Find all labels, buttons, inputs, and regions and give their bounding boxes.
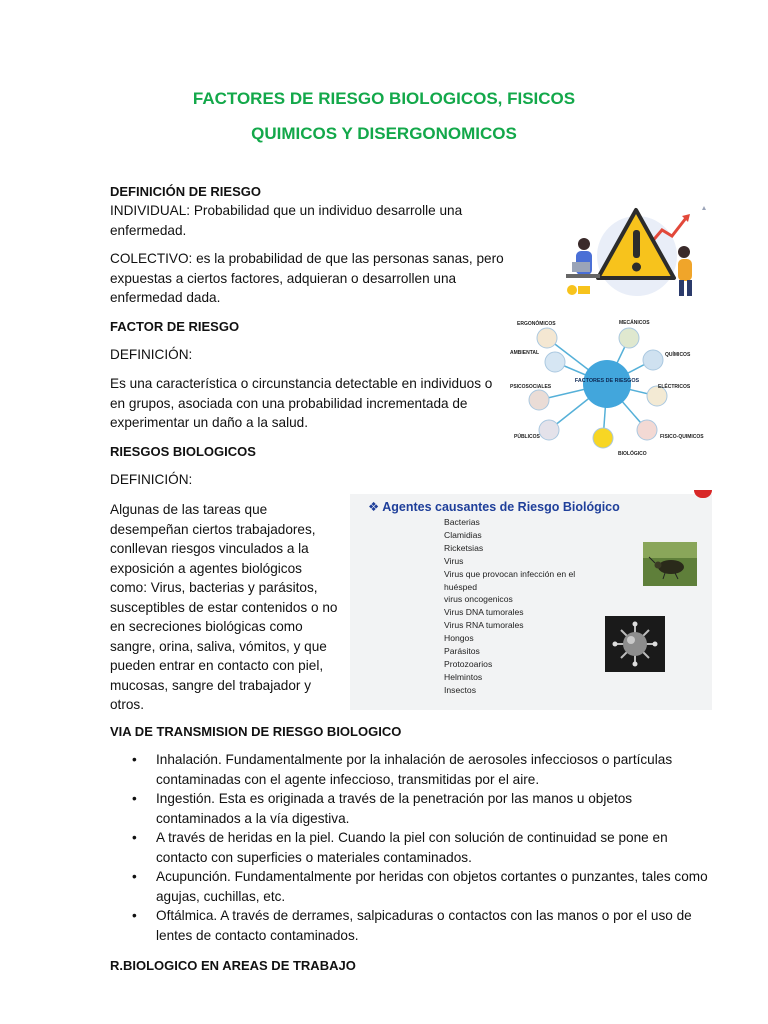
heading-factor-riesgo: FACTOR DE RIESGO: [110, 319, 240, 334]
bullet-icon: •: [132, 869, 137, 884]
red-corner-mark: [694, 490, 712, 498]
diagram-label-ergonomicos: ERGONÓMICOS: [517, 321, 556, 327]
bullet-icon: •: [132, 791, 137, 806]
via-transmision-text: Ingestión. Esta es originada a través de la penetración por las manos u objetos contaminados a la vía digestiva.: [156, 791, 633, 826]
warning-illustration: [562, 204, 712, 300]
agente-item: Virus DNA tumorales: [444, 607, 524, 618]
subheading-factor-definicion: DEFINICIÓN:: [110, 347, 193, 362]
via-transmision-list: [110, 750, 710, 945]
via-transmision-item: [110, 750, 710, 789]
diagram-label-biologico: BIOLÓGICO: [618, 451, 647, 457]
agente-item: Virus que provocan infección en el huésped: [444, 568, 576, 592]
agente-item: Protozoarios: [444, 658, 493, 669]
diagram-label-electricos: ELÉCTRICOS: [658, 384, 691, 390]
heading-areas-trabajo: R.BIOLOGICO EN AREAS DE TRABAJO: [110, 958, 356, 973]
paragraph-riesgos-biologicos: Algunas de las tareas que desempeñan ciertos trabajadores, conllevan riesgos vinculados a la exposición a agentes biológicos como: Virus, bacterias y parásitos, susceptibles de estar contenidos o no en secreciones biológicas como sangre, orina, saliva, vómitos, y que pueden entrar en contacto con piel, mucosas, sangre del trabajador y otros.: [110, 502, 338, 712]
diagram-label-psicosociales: PSICOSOCIALES: [510, 384, 552, 390]
agentes-causantes-panel: [350, 494, 712, 710]
via-transmision-item: [110, 789, 710, 828]
beetle-photo: [643, 542, 697, 586]
agente-item: Insectos: [444, 684, 477, 695]
diagram-label-ambiental: AMBIENTAL: [510, 350, 540, 356]
document-title-line1: FACTORES DE RIESGO BIOLOGICOS, FISICOS: [192, 89, 576, 108]
agente-item: Virus RNA tumorales: [444, 620, 524, 631]
diagram-label-publicos: PÚBLICOS: [514, 434, 540, 440]
bullet-icon: •: [132, 752, 137, 767]
agente-item: virus oncogenicos: [444, 594, 513, 605]
document-title-line2: QUIMICOS Y DISERGONOMICOS: [251, 124, 517, 143]
agente-item: Virus: [444, 555, 464, 566]
via-transmision-item: [110, 867, 710, 906]
heading-riesgos-biologicos: RIESGOS BIOLOGICOS: [110, 444, 256, 459]
diagram-center-label: FACTORES DE RIESGOS: [574, 378, 640, 384]
factores-riesgo-diagram: [507, 316, 707, 460]
paragraph-factor-riesgo: Es una característica o circunstancia detectable en individuos o en grupos, asociada con una probabilidad incrementada de experimentar un daño a la salud.: [110, 376, 493, 430]
agentes-title: ❖ Agentes causantes de Riesgo Biológico: [368, 500, 620, 514]
via-transmision-item: [110, 906, 710, 945]
bullet-icon: •: [132, 830, 137, 845]
paragraph-colectivo: COLECTIVO: es la probabilidad de que las personas sanas, pero expuestas a ciertos factores, adquieran o desarrollen una enfermedad dada.: [110, 251, 504, 305]
via-transmision-text: Inhalación. Fundamentalmente por la inhalación de aerosoles infecciosos o partículas contaminadas con el agente infeccioso, transmitidas por el aire.: [156, 752, 673, 787]
via-transmision-text: Oftálmica. A través de derrames, salpicaduras o contactos con las manos o por el uso de lentes de contacto contaminados.: [156, 908, 692, 943]
diagram-label-mecanicos: MECÁNICOS: [619, 320, 650, 326]
agente-item: Bacterias: [444, 517, 480, 527]
agente-item: Ricketsias: [444, 542, 484, 553]
agentes-list: [444, 516, 604, 697]
agente-item: Clamidias: [444, 529, 482, 540]
paragraph-individual: INDIVIDUAL: Probabilidad que un individuo desarrolle una enfermedad.: [110, 203, 463, 238]
subheading-riesgos-definicion: DEFINICIÓN:: [110, 472, 193, 487]
via-transmision-text: Acupunción. Fundamentalmente por heridas con objetos cortantes o punzantes, tales como agujas, cuchillas, etc.: [156, 869, 708, 904]
via-transmision-item: [110, 828, 710, 867]
heading-definicion-riesgo: DEFINICIÓN DE RIESGO: [110, 184, 261, 199]
agente-item: Hongos: [444, 633, 474, 644]
agente-item: Parásitos: [444, 646, 480, 657]
via-transmision-text: A través de heridas en la piel. Cuando la piel con solución de continuidad se pone en contacto con superficies o materiales contaminados.: [156, 830, 668, 865]
bullet-icon: •: [132, 908, 137, 923]
diagram-label-quimicos: QUÍMICOS: [665, 352, 691, 358]
heading-via-transmision: VIA DE TRANSMISION DE RIESGO BIOLOGICO: [110, 724, 402, 739]
diagram-label-fisico-quimicos: FISICO-QUIMICOS: [660, 434, 704, 440]
agente-item: Helmintos: [444, 671, 483, 682]
virus-photo: [605, 616, 665, 672]
